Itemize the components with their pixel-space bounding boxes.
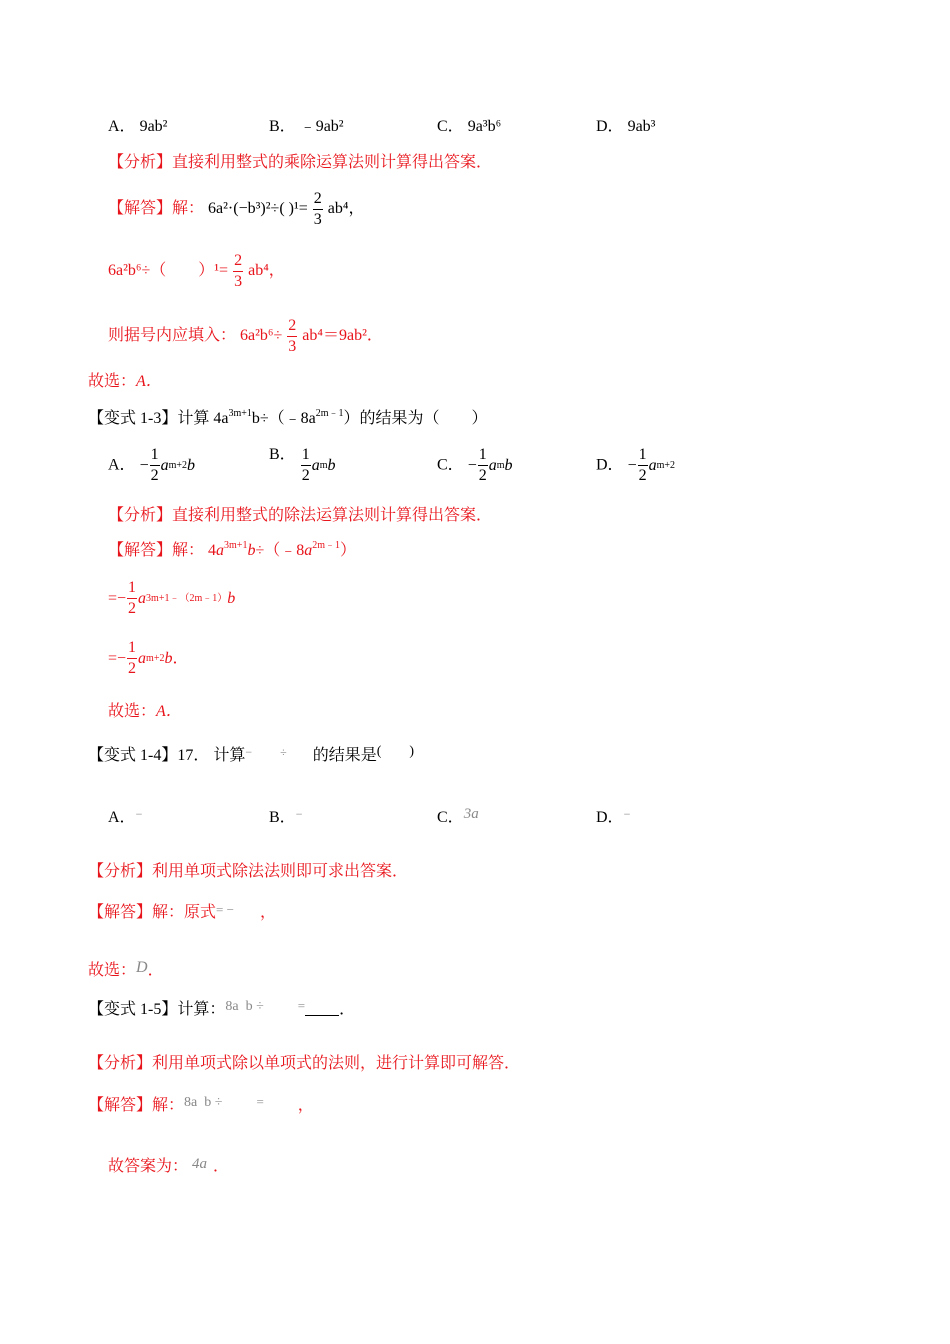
solution-expr: = − [216,902,234,917]
v14-analysis [88,862,408,882]
frac-den: 2 [128,660,137,677]
choice-end: ． [147,962,164,979]
v13-option-c [437,445,513,486]
option-d-value: 9ab³ [627,118,656,135]
equals-minus: =− [108,649,127,667]
frac-half [478,445,488,486]
v14-option-c [437,804,479,828]
solution-line-1 [108,189,364,230]
v14-option-b [269,804,302,828]
option-b-label: B． [269,446,296,463]
frac-num: 1 [150,445,160,466]
frac-half [301,445,311,486]
option-c-value: − $\frac{1}{2}$ a m b [467,446,513,484]
v14-option-a [108,804,142,828]
option-b-value: − [295,807,303,821]
solution-tag: 【解答】 [88,1097,153,1114]
variant-1-5-stem [88,996,355,1020]
solution-line-2 [108,251,285,292]
question-number: 17． [177,747,210,764]
solution-prefix: 解：原式 [152,904,217,921]
solution-line-3 [108,316,383,357]
solution-tail-3: ab⁴＝9ab²． [302,327,383,345]
analysis-tag: 【分析】 [88,863,153,880]
v13-option-d [596,445,675,486]
option-c-value: 3a [463,806,479,822]
solution-expr: 8a b ÷ [184,1095,223,1110]
frac-half [127,578,137,619]
frac-num: 1 [478,445,488,466]
option-b [269,117,344,137]
choice-value: D [136,959,148,976]
option-c-label: C． [437,456,464,474]
frac-den: 2 [301,467,310,484]
option-b-label: B． [269,118,296,135]
solution-tail-1: ab⁴， [327,200,365,218]
v14-solution [88,900,276,923]
solution-comma: ， [297,1097,314,1114]
frac-half [638,445,648,486]
analysis-text: 直接利用整式的除法运算法则计算得出答案． [172,507,493,524]
stem-prefix: 计算： [177,1001,226,1018]
option-a-label: A． [108,118,136,135]
frac-den: 2 [128,600,137,617]
answer-blank [305,1001,339,1016]
frac-num: 2 [287,316,297,337]
option-c-value: 9a³b⁶ [467,118,502,135]
variant-1-4-stem [88,742,414,766]
variant-label: 【变式 1-3】 [88,410,178,427]
solution-comma: ， [259,904,276,921]
frac-den: 2 [478,467,487,484]
analysis-block [108,153,492,173]
frac-den: 3 [234,273,243,290]
solution-tag: 【解答】 [88,904,153,921]
stem-expr: 8a b ÷ [225,999,264,1014]
frac-den: 3 [288,338,297,355]
fraction-two-thirds-3 [287,316,297,357]
option-a-label: A． [108,456,136,474]
option-c-label: C． [437,118,464,135]
option-d-label: D． [596,456,624,474]
solution-prefix: 解： [172,542,205,559]
frac-num: 1 [127,638,137,659]
frac-den: 2 [150,467,159,484]
answer-value: 4a [192,1156,208,1172]
solution-tag: 【解答】 [108,200,173,218]
v14-choice-line [88,958,164,981]
v15-answer-line [108,1154,229,1177]
frac-num: 1 [301,445,311,466]
frac-num: 2 [233,251,243,272]
stem-mid: b÷（﹣8a [251,410,316,427]
option-d [596,117,655,137]
variant-1-3-stem [88,409,488,429]
variant-label: 【变式 1-5】 [88,1001,178,1018]
option-c [437,117,501,137]
choice-label: 故选： [108,703,157,720]
analysis-text: 利用单项式除法法则即可求出答案． [152,863,409,880]
solution-expr-3: 6a²b⁶÷ [240,327,283,345]
option-b-value: $\frac{1}{2}$ a m b [301,446,336,484]
stem-prefix: 计算 4a [177,410,229,427]
fraction-two-thirds-2 [233,251,243,292]
choice-value: A． [136,373,162,390]
option-c-label: C． [437,809,464,826]
v13-option-b [269,445,335,486]
stem-suffix: 的结果是 [312,747,377,764]
choice-value: A． [156,703,182,720]
answer-label: 故答案为： [108,1158,189,1175]
option-a [108,117,167,137]
analysis-tag: 【分析】 [108,154,173,171]
option-d-label: D． [596,118,624,135]
solution-tag: 【解答】 [108,542,173,559]
solution-expr: $4a^{3m+1}b\div(﹣8a^{2m﹣1})$ [208,540,357,559]
stem-symbol-1: − [245,745,253,759]
option-d-value: − [623,807,631,821]
v13-solution-line-1 [108,541,356,561]
answer-end: ． [213,1158,230,1175]
choice-line [88,372,162,392]
option-a-value: − [135,807,143,821]
solution-expr-2: 6a²b⁶÷（ ）¹= [108,262,229,280]
stem-end: ． [339,1001,356,1018]
solution-equals: = [256,1094,264,1109]
v15-analysis [88,1054,520,1074]
analysis-text: 直接利用整式的乘除运算法则计算得出答案． [172,154,493,171]
frac-half [127,638,137,679]
frac-den: 2 [638,467,647,484]
stem-suffix: ）的结果为（ ） [343,410,488,427]
option-a-value: 9ab² [139,118,168,135]
frac-half [150,445,160,486]
v13-analysis [108,506,492,526]
option-a-label: A． [108,809,136,826]
variant-label: 【变式 1-4】 [88,747,178,764]
choice-label: 故选： [88,373,137,390]
solution-prefix: 解： [152,1097,185,1114]
stem-sup-2: 2m﹣1 [315,408,344,419]
v13-option-a [108,445,195,486]
v13-choice-line [108,702,182,722]
frac-num: 1 [127,578,137,599]
choice-label: 故选： [88,962,137,979]
fraction-two-thirds [313,189,323,230]
analysis-text: 利用单项式除以单项式的法则，进行计算即可解答． [152,1055,521,1072]
analysis-tag: 【分析】 [88,1055,153,1072]
option-d-label: D． [596,809,624,826]
frac-num: 1 [638,445,648,466]
v15-solution [88,1092,314,1116]
stem-equals: = [297,998,306,1013]
analysis-tag: 【分析】 [108,507,173,524]
v13-solution-line-3: =− $\frac{1}{2}$ a m+2 b ． [108,639,189,677]
v14-option-d [596,804,630,828]
option-b-label: B． [269,809,296,826]
stem-sup-1: 3m+1 [228,408,252,419]
option-a-value: − $\frac{1}{2}$ a m+2 b [139,446,196,484]
frac-den: 3 [313,211,322,228]
solution-prefix: 解： [172,200,205,218]
solution-tail-2: ab⁴， [248,262,285,280]
stem-prefix: 计算 [213,747,246,764]
answer-paren: ( ) [376,744,415,759]
stem-symbol-2: ÷ [280,745,287,759]
frac-num: 2 [313,189,323,210]
option-b-value: ﹣9ab² [299,118,344,135]
solution-expr-1: 6a²·(−b³)²÷( )¹= [208,200,308,218]
option-d-value: − $\frac{1}{2}$ a m+2 [627,446,676,484]
v13-solution-line-2: =− $\frac{1}{2}$ a 3m+1﹣（2m﹣1） b [108,579,236,617]
solution-line3-prefix: 则据号内应填入： [108,327,237,345]
equals-minus: =− [108,589,127,607]
